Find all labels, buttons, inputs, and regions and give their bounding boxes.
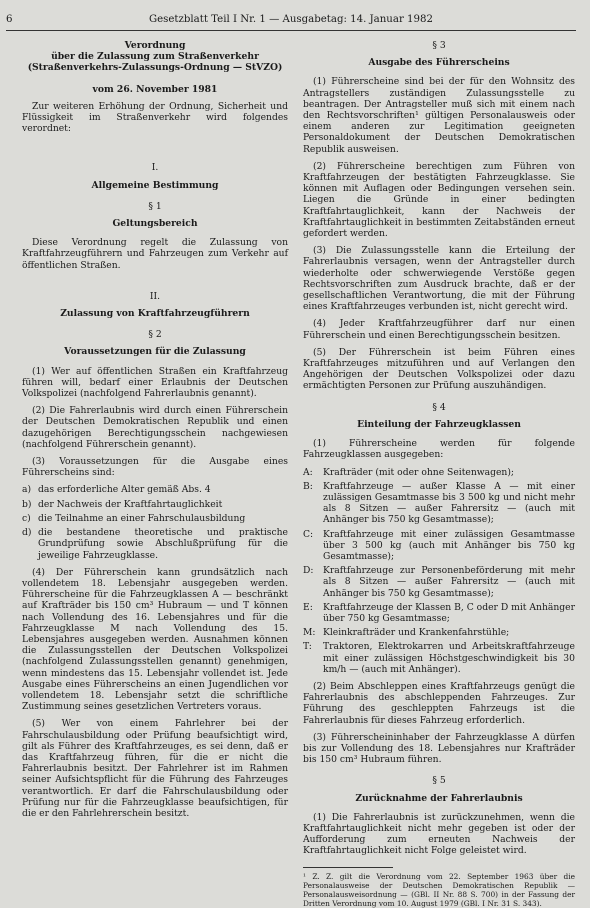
class-label: B:: [303, 480, 313, 492]
paragraph: (1) Wer auf öffentlichen Straßen ein Kraftfahrzeug führen will, bedarf einer Erlaubnis der Deutschen Volkspolizei (nachfolgend Fahrerlaubnis genannt).: [22, 365, 288, 400]
regulation-title: [22, 40, 288, 74]
regulation-date: vom 26. November 1981: [92, 83, 218, 95]
section-number: § 1: [148, 200, 162, 212]
paragraph: (2) Die Fahrerlaubnis wird durch einen Führerschein der Deutschen Demokratischen Republik und einen dazugehörigen Berechtigungsschein nachgewiesen (nachfolgend Führerschein genannt).: [22, 405, 288, 450]
part-number: II.: [149, 290, 161, 302]
left-column: [22, 40, 288, 825]
class-label: A:: [303, 466, 313, 478]
class-label: D:: [303, 565, 314, 577]
paragraph: (1) Die Fahrerlaubnis ist zurückzunehmen, wenn die Kraftfahrtauglichkeit nicht mehr gegeben ist oder der Aufforderung zum erneuten Nachweis der Kraftfahrtauglichkeit nicht Folge geleistet wird.: [303, 811, 575, 857]
part-title: Zulassung von Kraftfahrzeugführern: [60, 308, 250, 320]
page-number: 6: [6, 14, 13, 25]
paragraph: (2) Führerscheine berechtigen zum Führen von Kraftfahrzeugen der bestätigten Fahrzeugklasse. Sie können mit Auflagen oder Bedingungen versehen sein. Liegen die Gründe in einer bedingten Kraftfahrtauglichkeit, kann der Nachweis der Kraftfahrtauglichkeit in bestimmten Zeitabständen erneut gefordert werden.: [303, 160, 575, 240]
class-label: M:: [303, 627, 316, 639]
class-text: Kraftfahrzeuge — außer Klasse A — mit einer zulässigen Gesamtmasse bis 3 500 kg und nicht mehr als 8 Sitzen — außer Fahrersitz — (auch mit Anhänger bis 750 kg Gesamtmasse);: [323, 480, 575, 526]
class-text: Kraftfahrzeuge der Klassen B, C oder D mit Anhänger über 750 kg Gesamtmasse;: [323, 601, 575, 624]
right-column: [303, 40, 575, 908]
vehicle-class-item: [303, 627, 575, 638]
paragraph: (3) Die Zulassungsstelle kann die Erteilung der Fahrerlaubnis versagen, wenn der Antragsteller durch wiederholte oder schwerwiegende Verstöße gegen Rechtsvorschriften zum Ausdruck brachte, daß er der gesellschaftlichen Verantwortung, die mit der Führung eines Kraftfahrzeuges verbunden ist, nicht gerecht wird.: [303, 245, 575, 313]
requirements-list: [22, 484, 288, 560]
vehicle-class-item: [303, 529, 575, 563]
vehicle-class-item: [303, 641, 575, 675]
paragraph: (4) Der Führerschein kann grundsätzlich nach vollendetem 18. Lebensjahr ausgegeben werden. Führerscheine für die Fahrzeugklassen A — beschränkt auf Krafträder bis 150 cm³ Hubraum — und T können nach Vollendung des 16. Lebensjahres und für die Fahrzeugklasse M nach Vollendung des 15. Lebensjahres ausgegeben werden. Ausnahmen können die Zulassungsstellen der Deutschen Volkspolizei (nachfolgend Zulassungsstellen genannt) genehmigen, wenn mindestens das 15. Lebensjahr vollendet ist. Jede Ausgabe eines Führerscheins an einen Jugendlichen vor vollendetem 18. Lebensjahr setzt die schriftliche Zustimmung seines gesetzlichen Vertreters voraus.: [22, 566, 288, 713]
list-item: [22, 513, 288, 524]
list-text: die Teilnahme an einer Fahrschulausbildung: [38, 512, 246, 524]
class-text: Krafträder (mit oder ohne Seitenwagen);: [323, 466, 515, 478]
vehicle-class-item: [303, 467, 575, 478]
section-title: Geltungsbereich: [112, 218, 198, 230]
class-label: T:: [303, 641, 312, 653]
class-text: Kleinkrafträder und Krankenfahrstühle;: [323, 627, 510, 639]
title-line: Verordnung: [124, 40, 186, 51]
class-label: C:: [303, 528, 314, 540]
title-line: (Straßenverkehrs-Zulassungs-Ordnung — StVZO): [27, 62, 283, 74]
section-title: Ausgabe des Führerscheins: [368, 57, 510, 69]
list-item: [22, 527, 288, 561]
paragraph: (2) Beim Abschleppen eines Kraftfahrzeugs genügt die Fahrerlaubnis des abschleppenden Fahrzeuges. Zur Führung des geschleppten Fahrzeugs ist die Fahrerlaubnis für dieses Fahrzeug erforderlich.: [303, 680, 575, 726]
class-text: Kraftfahrzeuge mit einer zulässigen Gesamtmasse über 3 500 kg (auch mit Anhänger bis 750 kg Gesamtmasse);: [323, 528, 575, 562]
paragraph: (3) Führerscheininhaber der Fahrzeugklasse A dürfen bis zur Vollendung des 18. Lebensjahres nur Krafträder bis 150 cm³ Hubraum führen.: [303, 731, 575, 766]
section-number: § 4: [432, 401, 446, 413]
footnote-rule: [303, 867, 393, 868]
part-title: Allgemeine Bestimmung: [91, 179, 219, 191]
footnote: ¹ Z. Z. gilt die Verordnung vom 22. September 1963 über die Personalausweise der Deutschen Demokratischen Republik — Personalausweisordnung — (GBl. II Nr. 88 S. 700) in der Fassung der Dritten Verordnung vom 10. August 1979 (GBl. I Nr. 31 S. 343).: [303, 871, 575, 908]
list-text: die bestandene theoretische und praktische Grundprüfung sowie Abschlußprüfung für die jeweilige Fahrzeugklasse.: [38, 527, 288, 561]
paragraph: (3) Voraussetzungen für die Ausgabe eines Führerscheins sind:: [22, 456, 288, 479]
list-label: c): [22, 512, 31, 524]
list-item: [22, 484, 288, 495]
part-number: I.: [151, 162, 159, 174]
preamble: Zur weiteren Erhöhung der Ordnung, Sicherheit und Flüssigkeit im Straßenverkehr wird folgendes verordnet:: [22, 100, 288, 135]
vehicle-class-item: [303, 602, 575, 624]
title-line: über die Zulassung zum Straßenverkehr: [51, 51, 259, 63]
class-text: Kraftfahrzeuge zur Personenbeförderung mit mehr als 8 Sitzen — außer Fahrersitz — (auch mit Anhänger bis 750 kg Gesamtmasse);: [323, 565, 575, 599]
paragraph: (5) Der Führerschein ist beim Führen eines Kraftfahrzeuges mitzuführen und auf Verlangen den Angehörigen der Deutschen Volkspolizei oder dazu ermächtigten Personen zur Prüfung auszuhändigen.: [303, 346, 575, 392]
vehicle-class-list: [303, 467, 575, 675]
section-title: Einteilung der Fahrzeugklassen: [357, 418, 521, 430]
vehicle-class-item: [303, 565, 575, 599]
list-text: der Nachweis der Kraftfahrtauglichkeit: [38, 498, 223, 510]
header-rule: [6, 30, 576, 31]
section-title: Zurücknahme der Fahrerlaubnis: [355, 792, 523, 804]
vehicle-class-item: [303, 481, 575, 526]
gazette-header-title: Gesetzblatt Teil I Nr. 1 — Ausgabetag: 14. Januar 1982: [149, 14, 433, 25]
class-text: Traktoren, Elektrokarren und Arbeitskraftfahrzeuge mit einer zulässigen Höchstgeschwindigkeit bis 30 km/h — (auch mit Anhänger).: [323, 641, 575, 675]
section-number: § 5: [432, 775, 446, 787]
paragraph: Diese Verordnung regelt die Zulassung von Kraftfahrzeugführern und Fahrzeugen zum Verkehr auf öffentlichen Straßen.: [22, 237, 288, 271]
paragraph: (1) Führerscheine sind bei der für den Wohnsitz des Antragstellers zuständigen Zulassungsstelle zu beantragen. Der Antragsteller muß sich mit einem nach den Rechtsvorschriften¹ gültigen Personalausweis oder einem anderen zur Legitimation geeigneten Personaldokument der Deutschen Demokratischen Republik ausweisen.: [303, 76, 575, 155]
list-item: [22, 499, 288, 510]
list-label: b): [22, 498, 32, 510]
list-label: d): [22, 527, 32, 539]
list-label: a): [22, 484, 32, 496]
section-title: Voraussetzungen für die Zulassung: [64, 346, 246, 358]
section-number: § 2: [148, 329, 162, 341]
section-number: § 3: [432, 40, 446, 51]
class-label: E:: [303, 601, 313, 613]
paragraph: (1) Führerscheine werden für folgende Fahrzeugklassen ausgegeben:: [303, 438, 575, 461]
list-text: das erforderliche Alter gemäß Abs. 4: [38, 484, 211, 496]
paragraph: (5) Wer von einem Fahrlehrer bei der Fahrschulausbildung oder Prüfung beaufsichtigt wird, gilt als Führer des Kraftfahrzeuges, es sei denn, daß er das Kraftfahrzeug führen, für die er nicht die Fahrerlaubnis besitzt. Der Fahrlehrer ist im Rahmen seiner Aufsichtspflicht für die Führung des Fahrzeuges verantwortlich. Er darf die Fahrschulausbildung oder Prüfung nur für die Fahrzeugklasse beaufsichtigen, für die er den Fahrlehrerschein besitzt.: [22, 718, 288, 819]
paragraph: (4) Jeder Kraftfahrzeugführer darf nur einen Führerschein und einen Berechtigungsschein besitzen.: [303, 318, 575, 341]
